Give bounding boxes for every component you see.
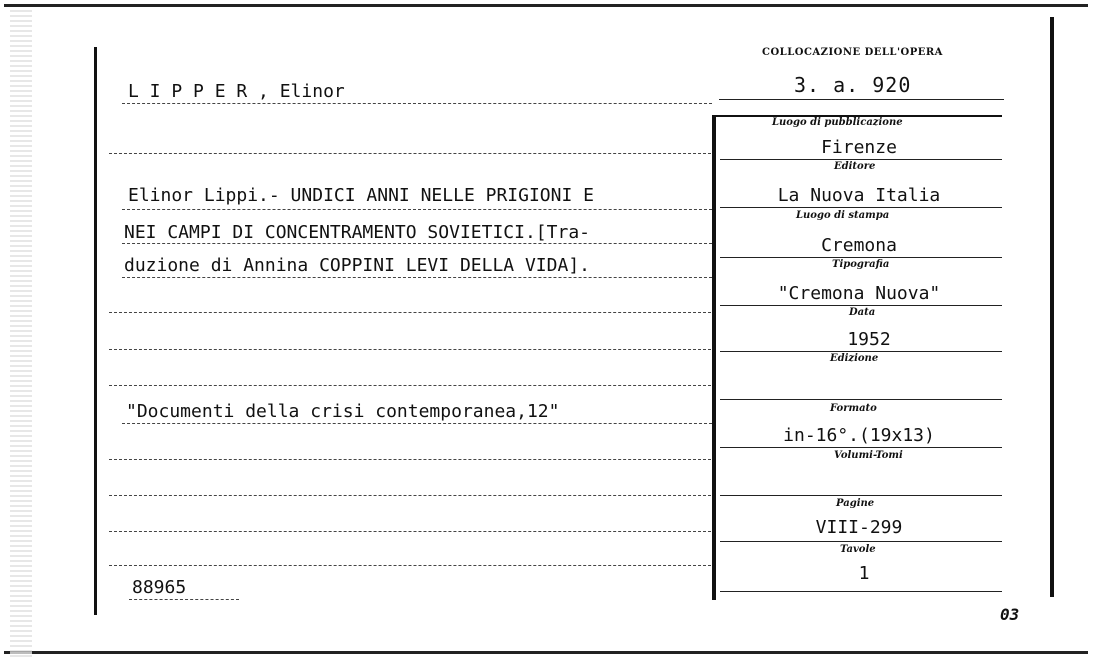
label-edition: Edizione	[830, 353, 879, 364]
field-rule	[720, 257, 1002, 258]
body-line-3: duzione di Annina COPPINI LEVI DELLA VIDA].	[124, 255, 590, 276]
value-format: in-16°.(19x13)	[783, 425, 935, 446]
collocation-label: COLLOCAZIONE DELL'OPERA	[762, 47, 943, 58]
label-date: Data	[849, 307, 876, 318]
rule-line	[122, 277, 712, 278]
label-pages: Pagine	[836, 498, 875, 509]
series-statement: "Documenti della crisi contemporanea,12"	[126, 401, 560, 422]
field-rule	[720, 399, 1002, 400]
field-rule	[720, 591, 1002, 592]
rule-line	[122, 209, 712, 210]
label-volumes: Volumi-Tomi	[834, 450, 903, 461]
value-place-print: Cremona	[821, 235, 897, 256]
accession-number: 88965	[132, 577, 187, 598]
rule-line	[109, 565, 711, 566]
card-edge-texture	[10, 7, 32, 657]
rule-line	[109, 153, 711, 154]
value-date: 1952	[847, 329, 891, 350]
rule-line	[109, 459, 711, 460]
body-line-1: Elinor Lippi.- UNDICI ANNI NELLE PRIGIONI E	[128, 185, 594, 206]
value-pages: VIII-299	[815, 517, 903, 538]
label-printer: Tipografia	[832, 259, 890, 270]
field-rule	[720, 207, 1002, 208]
rule-line	[109, 349, 711, 350]
catalog-card	[4, 4, 1088, 654]
body-line-2: NEI CAMPI DI CONCENTRAMENTO SOVIETICI.[Tra-	[124, 222, 590, 243]
label-place-pub: Luogo di pubblicazione	[772, 117, 903, 128]
rule-line	[122, 243, 712, 244]
corner-mark: 03	[1000, 605, 1020, 624]
value-plates: 1	[858, 563, 870, 584]
rule-line	[122, 423, 712, 424]
field-rule	[720, 495, 1002, 496]
field-rule	[720, 305, 1002, 306]
left-margin-rule	[94, 47, 97, 615]
right-edge-rule	[1050, 17, 1054, 597]
shelfmark: 3. a. 920	[794, 73, 912, 97]
value-publisher: La Nuova Italia	[777, 185, 941, 206]
shelfmark-rule	[719, 99, 1004, 100]
imprint-box-left-rule	[712, 115, 724, 600]
value-printer: "Cremona Nuova"	[777, 283, 941, 304]
rule-line	[129, 599, 239, 600]
field-rule	[720, 541, 1002, 542]
label-format: Formato	[830, 403, 877, 414]
label-plates: Tavole	[840, 544, 876, 555]
field-rule	[720, 447, 1002, 448]
rule-line	[109, 385, 711, 386]
label-place-print: Luogo di stampa	[796, 210, 890, 221]
field-rule	[720, 351, 1002, 352]
label-publisher: Editore	[834, 161, 876, 172]
rule-line	[122, 103, 712, 104]
value-place-pub: Firenze	[821, 137, 897, 158]
field-rule	[720, 159, 1002, 160]
rule-line	[109, 495, 711, 496]
rule-line	[109, 531, 711, 532]
author-heading: L I P P E R , Elinor	[128, 81, 345, 102]
rule-line	[109, 312, 711, 313]
